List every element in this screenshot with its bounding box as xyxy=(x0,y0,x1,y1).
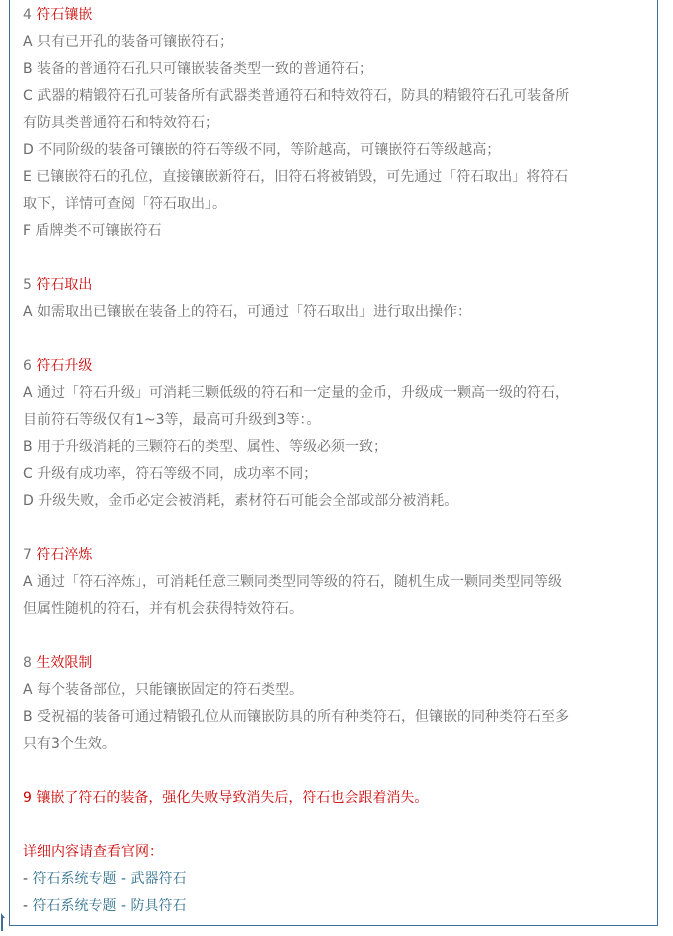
section-line: C 武器的精锻符石孔可装备所有武器类普通符石和特效符石，防具的精锻符石孔可装备所 xyxy=(23,88,570,104)
section-title: 符石淬炼 xyxy=(36,547,93,563)
section-number: 5 xyxy=(23,277,32,293)
section-title: 符石升级 xyxy=(36,358,93,374)
section-heading xyxy=(23,542,643,569)
article-body xyxy=(23,2,643,920)
section-line: E 已镶嵌符石的孔位，直接镶嵌新符石，旧符石将被销毁，可先通过「符石取出」将符石 xyxy=(23,169,569,185)
section-line: A 通过「符石淬炼」，可消耗任意三颗同类型同等级的符石，随机生成一颗同类型同等级 xyxy=(23,574,563,590)
section-title: 生效限制 xyxy=(36,655,93,671)
section-line: 但属性随机的符石，并有机会获得特效符石。 xyxy=(23,601,303,617)
section-title: 符石镶嵌 xyxy=(36,7,93,23)
spacer xyxy=(23,758,643,785)
section-number: 7 xyxy=(23,547,32,563)
spacer xyxy=(23,515,643,542)
section-heading xyxy=(23,650,643,677)
spacer xyxy=(23,623,643,650)
section-line: A 只有已开孔的装备可镶嵌符石； xyxy=(23,34,234,50)
section-line: F 盾牌类不可镶嵌符石 xyxy=(23,223,162,239)
note-number: 9 xyxy=(23,790,32,806)
warning-note xyxy=(23,785,643,812)
link-dash: - xyxy=(23,871,29,887)
section-heading xyxy=(23,272,643,299)
section-line: B 装备的普通符石孔只可镶嵌装备类型一致的普通符石； xyxy=(23,61,374,77)
section-line: B 受祝福的装备可通过精锻孔位从而镶嵌防具的所有种类符石，但镶嵌的同种类符石至多 xyxy=(23,709,570,725)
section-line: B 用于升级消耗的三颗符石的类型、属性、等级必须一致； xyxy=(23,439,388,455)
armor-rune-link[interactable]: 符石系统专题 - 防具符石 xyxy=(32,898,187,914)
more-info-heading: 详细内容请查看官网： xyxy=(23,844,163,860)
section-line: A 通过「符石升级」可消耗三颗低级的符石和一定量的金币，升级成一颗高一级的符石， xyxy=(23,385,570,401)
link-item xyxy=(23,893,643,920)
section-number: 8 xyxy=(23,655,32,671)
section-title: 符石取出 xyxy=(36,277,93,293)
spacer xyxy=(23,245,643,272)
spacer xyxy=(23,812,643,839)
section-line: 目前符石等级仅有1~3等，最高可升级到3等：。 xyxy=(23,412,321,428)
spacer xyxy=(23,326,643,353)
weapon-rune-link[interactable]: 符石系统专题 - 武器符石 xyxy=(32,871,187,887)
section-line: 只有3个生效。 xyxy=(23,736,116,752)
section-line: 有防具类普通符石和特效符石； xyxy=(23,115,219,131)
section-line: D 升级失败，金币必定会被消耗，素材符石可能会全部或部分被消耗。 xyxy=(23,493,459,509)
section-number: 6 xyxy=(23,358,32,374)
section-line: 取下，详情可查阅「符石取出」。 xyxy=(23,196,226,212)
section-heading xyxy=(23,353,643,380)
section-line: D 不同阶级的装备可镶嵌的符石等级不同，等阶越高，可镶嵌符石等级越高； xyxy=(23,142,501,158)
section-heading xyxy=(23,2,643,29)
section-line: A 如需取出已镶嵌在装备上的符石，可通过「符石取出」进行取出操作： xyxy=(23,304,472,320)
section-line: A 每个装备部位，只能镶嵌固定的符石类型。 xyxy=(23,682,304,698)
link-dash: - xyxy=(23,898,29,914)
note-text: 镶嵌了符石的装备，强化失败导致消失后，符石也会跟着消失。 xyxy=(36,790,429,806)
section-line: C 升级有成功率，符石等级不同，成功率不同； xyxy=(23,466,318,482)
link-item xyxy=(23,866,643,893)
section-number: 4 xyxy=(23,7,32,23)
corner-arrow-icon xyxy=(0,909,8,933)
